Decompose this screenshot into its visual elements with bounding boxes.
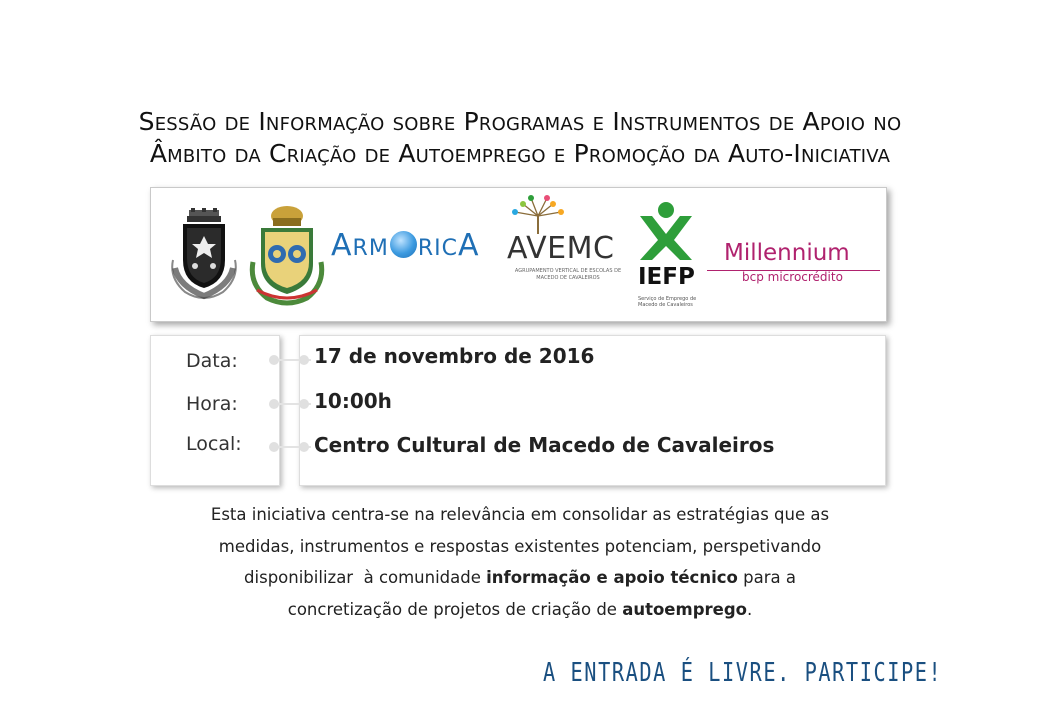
- call-to-action: A ENTRADA É LIVRE. PARTICIPE!: [543, 658, 943, 688]
- event-title-line-2: Âmbito da Criação de Autoemprego e Promoção da Auto-Iniciativa: [149, 139, 891, 168]
- armorica-logo: ARM RICA: [331, 228, 480, 263]
- time-label: Hora:: [186, 393, 238, 415]
- millennium-subtitle: bcp microcrédito: [742, 270, 843, 284]
- highlight-information: informação e apoio técnico: [486, 568, 738, 587]
- highlight-autoemprego: autoemprego: [622, 599, 747, 619]
- globe-icon: [390, 231, 417, 258]
- time-bullet: [269, 399, 279, 409]
- event-description: [145, 499, 895, 625]
- iefp-subtitle: Serviço de Emprego de Macedo de Cavaleiros: [638, 296, 697, 308]
- description-line-2: medidas, instrumentos e respostas existentes potenciam, perspetivando: [218, 536, 822, 556]
- place-bullet-right: [299, 442, 309, 452]
- time-value: 10:00h: [314, 389, 392, 413]
- date-label: Data:: [186, 350, 238, 372]
- municipal-crest-icon: [247, 202, 327, 308]
- avemc-tree-icon: [503, 194, 573, 234]
- time-bullet-right: [299, 399, 309, 409]
- place-label: Local:: [186, 433, 242, 455]
- macedo-de-cavaleiros-crest-icon: [165, 208, 243, 304]
- millennium-logo-text: Millennium: [724, 240, 850, 266]
- event-title: [20, 106, 1020, 170]
- description-line-1: Esta iniciativa centra-se na relevância em consolidar as estratégias que as: [210, 505, 830, 524]
- avemc-subtitle: AGRUPAMENTO VERTICAL DE ESCOLAS DE MACEDO DE CAVALEIROS: [514, 268, 622, 281]
- avemc-logo-text: AVEMC: [507, 231, 615, 266]
- partner-logos-banner: [150, 187, 887, 322]
- iefp-logo-icon: [634, 200, 698, 260]
- date-value: 17 de novembro de 2016: [314, 344, 595, 368]
- place-bullet: [269, 442, 279, 452]
- description-line-3: disponibilizar à comunidade informação e apoio técnico para a: [244, 568, 796, 587]
- event-title-line-1: Sessão de Informação sobre Programas e Instrumentos de Apoio no: [138, 107, 902, 136]
- iefp-logo-text: IEFP: [638, 264, 695, 290]
- date-bullet-right: [299, 355, 309, 365]
- place-value: Centro Cultural de Macedo de Cavaleiros: [314, 433, 775, 457]
- date-bullet: [269, 355, 279, 365]
- description-line-4: concretização de projetos de criação de autoemprego.: [287, 599, 753, 619]
